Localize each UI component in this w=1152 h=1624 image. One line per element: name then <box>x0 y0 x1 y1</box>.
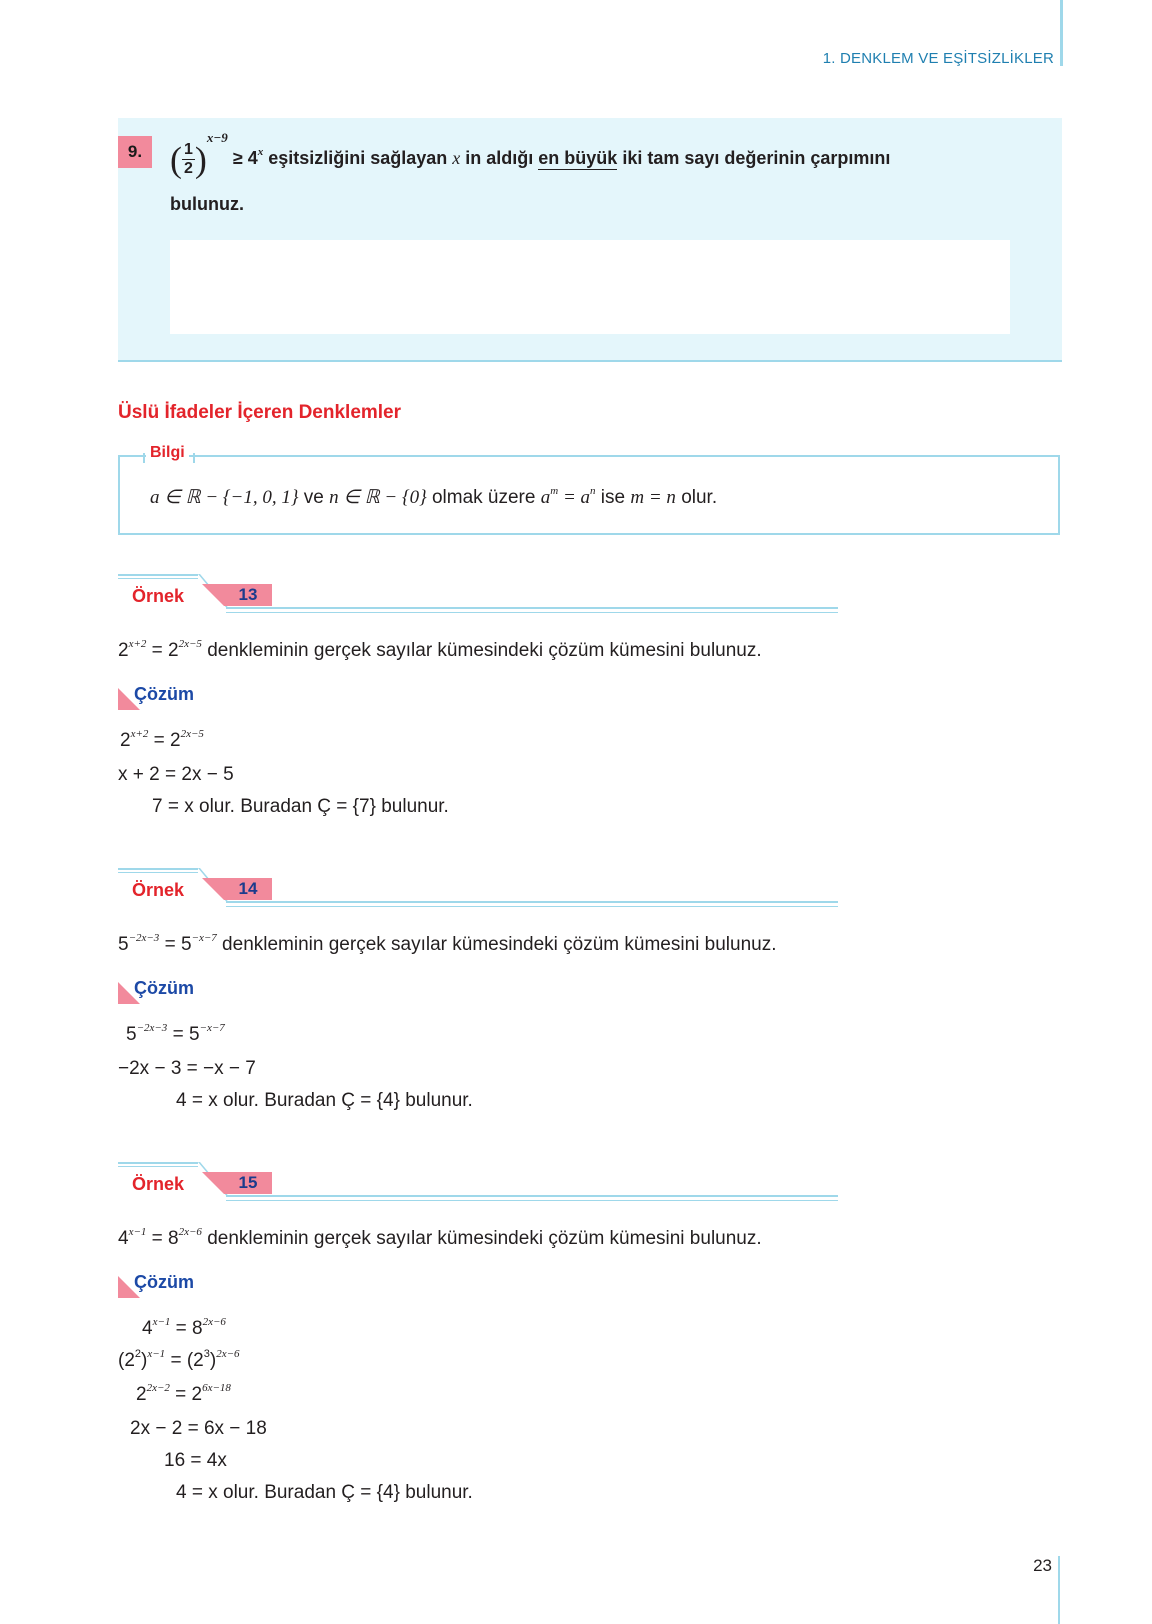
solution-step: $5^{-2x-3} = 5^{-x-7}$ <box>126 1022 225 1045</box>
solution-step: 16 = 4x <box>164 1450 227 1471</box>
example-label: Örnek <box>132 1174 185 1194</box>
solution-step: 2x − 2 = 6x − 18 <box>130 1418 267 1439</box>
example-header <box>118 574 838 618</box>
problem-number: 9. <box>118 136 152 168</box>
example-header <box>118 868 838 912</box>
solution-step: $4^{x-1} = 8^{2x-6}$ <box>142 1316 226 1339</box>
info-label-bracket-right <box>193 453 195 463</box>
solution-step: $(2^2)^{x-1} = (2^3)^{2x-6}$ <box>118 1348 240 1371</box>
solution-step: x + 2 = 2x − 5 <box>118 764 234 785</box>
page-number: 23 <box>1033 1556 1052 1575</box>
problem-9-statement: ( $\frac{1}{2}$ )$^{x-9} \ge 4^x$ eşitsizliğini sağlayan x in aldığı en büyük iki tam sayı değerinin çarpımını <box>170 130 891 180</box>
problem-9-divider <box>118 360 1062 362</box>
example-number: 13 <box>224 584 272 606</box>
solution-label: Çözüm <box>134 978 194 998</box>
solution-label: Çözüm <box>134 1272 194 1292</box>
example-header <box>118 1162 838 1206</box>
solution-step: 4 = x olur. Buradan Ç = {4} bulunur. <box>176 1482 473 1503</box>
solution-step: $2^{2x-2} = 2^{6x-18}$ <box>136 1382 231 1405</box>
info-label: Bilgi <box>146 444 189 462</box>
example-question: $4^{x-1} = 8^{2x-6}$ denkleminin gerçek sayılar kümesindeki çözüm kümesini bulunuz. <box>118 1226 762 1249</box>
info-label-bracket-left <box>143 453 145 463</box>
example-number: 15 <box>224 1172 272 1194</box>
example-question: $5^{-2x-3} = 5^{-x-7}$ denkleminin gerçek sayılar kümesindeki çözüm kümesini bulunuz. <box>118 932 777 955</box>
section-title: Üslü İfadeler İçeren Denklemler <box>118 402 402 423</box>
solution-step: −2x − 3 = −x − 7 <box>118 1058 256 1079</box>
solution-step: $2^{x+2} = 2^{2x-5}$ <box>120 728 204 751</box>
example-label: Örnek <box>132 586 185 606</box>
info-rule-text: a ∈ ℝ − {−1, 0, 1} ve n ∈ ℝ − {0} olmak üzere $a^m = a^n$ ise m = n olur. <box>150 485 718 508</box>
header-rule <box>1060 0 1063 66</box>
example-label: Örnek <box>132 880 185 900</box>
solution-step: 7 = x olur. Buradan Ç = {7} bulunur. <box>152 796 449 817</box>
emphasis-underline: en büyük <box>538 148 618 168</box>
fraction: $\frac{1}{2}$ <box>184 140 193 177</box>
page-number-rule <box>1058 1556 1060 1624</box>
example-question: $2^{x+2} = 2^{2x-5}$ denkleminin gerçek sayılar kümesindeki çözüm kümesini bulunuz. <box>118 638 762 661</box>
problem-9-statement-cont: bulunuz. <box>170 194 244 214</box>
chapter-title: 1. DENKLEM VE EŞİTSİZLİKLER <box>822 50 1054 67</box>
example-number: 14 <box>224 878 272 900</box>
answer-area[interactable] <box>170 240 1010 334</box>
solution-label: Çözüm <box>134 684 194 704</box>
solution-step: 4 = x olur. Buradan Ç = {4} bulunur. <box>176 1090 473 1111</box>
